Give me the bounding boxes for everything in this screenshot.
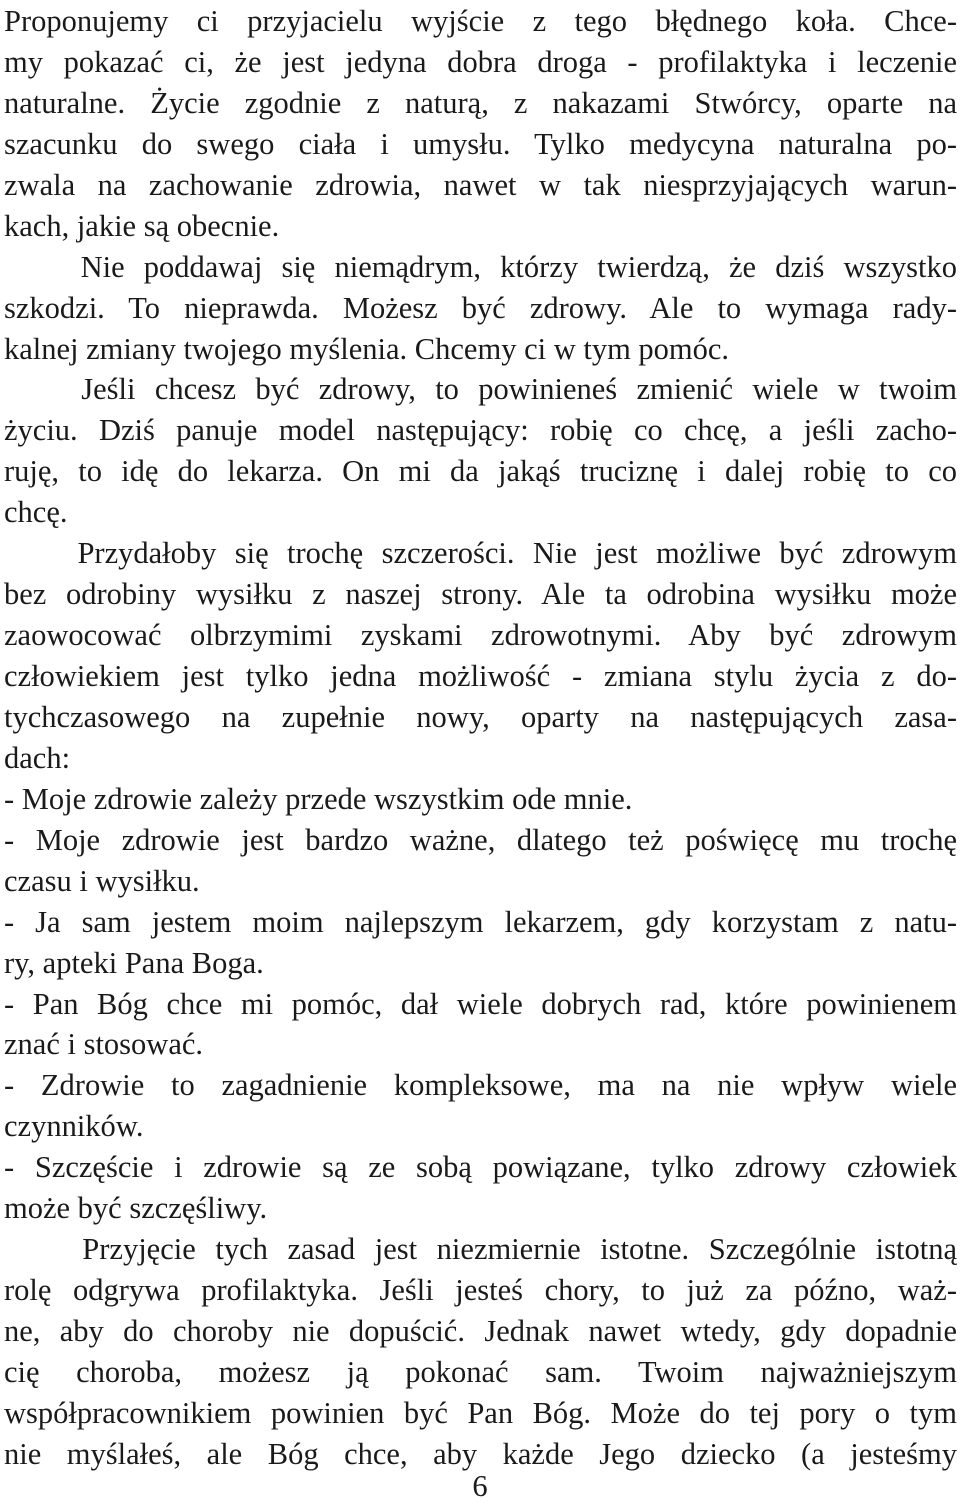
text-line: - Pan Bóg chce mi pomóc, dał wiele dobrych rad, które powinienem <box>4 986 957 1021</box>
text-line: współpracownikiem powinien być Pan Bóg. Może do tej pory o tym <box>4 1395 957 1430</box>
text-line: - Ja sam jestem moim najlepszym lekarzem, gdy korzystam z natu- <box>4 904 957 939</box>
text-line: szkodzi. To nieprawda. Możesz być zdrowy. Ale to wymaga rady- <box>4 290 957 325</box>
text-line: - Szczęście i zdrowie są ze sobą powiązane, tylko zdrowy człowiek <box>4 1150 957 1185</box>
text-line: tychczasowego na zupełnie nowy, oparty na następujących zasa- <box>4 699 957 734</box>
text-line: czasu i wysiłku. <box>4 863 200 898</box>
text-line: kalnej zmiany twojego myślenia. Chcemy ci w tym pomóc. <box>4 331 730 366</box>
text-line: - Zdrowie to zagadnienie kompleksowe, ma na nie wpływ wiele <box>4 1068 957 1103</box>
text-line: Jeśli chcesz być zdrowy, to powinieneś zmienić wiele w twoim <box>4 372 957 407</box>
text-line: szacunku do swego ciała i umysłu. Tylko medycyna naturalna po- <box>4 126 957 161</box>
text-line: ne, aby do choroby nie dopuścić. Jednak nawet wtedy, gdy dopadnie <box>4 1314 957 1348</box>
text-line: kach, jakie są obecnie. <box>4 208 280 243</box>
text-line: naturalne. Życie zgodnie z naturą, z nakazami Stwórcy, oparte na <box>4 85 957 120</box>
text-line: Proponujemy ci przyjacielu wyjście z tego błędnego koła. Chce- <box>4 4 957 38</box>
text-line: nie myślałeś, ale Bóg chce, aby każde Jego dziecko (a jesteśmy <box>4 1436 957 1471</box>
text-line: bez odrobiny wysiłku z naszej strony. Ale ta odrobina wysiłku może <box>4 577 957 612</box>
text-line: Przyjęcie tych zasad jest niezmiernie istotne. Szczególnie istotną <box>4 1232 957 1267</box>
text-line: - Moje zdrowie jest bardzo ważne, dlatego też poświęcę mu trochę <box>4 822 957 857</box>
text-line: rolę odgrywa profilaktyka. Jeśli jesteś chory, to już za późno, waż- <box>4 1273 957 1308</box>
page-number: 6 <box>472 1469 488 1503</box>
text-line: - Moje zdrowie zależy przede wszystkim ode mnie. <box>4 781 633 816</box>
text-line: zwala na zachowanie zdrowia, nawet w tak niesprzyjających warun- <box>4 167 957 202</box>
text-line: człowiekiem jest tylko jedna możliwość - zmiana stylu życia z do- <box>4 659 957 693</box>
text-line: znać i stosować. <box>4 1027 204 1062</box>
text-line: chcę. <box>4 495 68 530</box>
text-line: zaowocować olbrzymimi zyskami zdrowotnymi. Aby być zdrowym <box>4 618 957 653</box>
text-line: czynników. <box>4 1109 144 1144</box>
text-line: cię choroba, możesz ją pokonać sam. Twoim najważniejszym <box>4 1354 957 1389</box>
text-line: my pokazać ci, że jest jedyna dobra droga - profilaktyka i leczenie <box>4 44 957 79</box>
text-line: Nie poddawaj się niemądrym, którzy twierdzą, że dziś wszystko <box>4 249 957 284</box>
text-line: dach: <box>4 740 71 775</box>
body-text <box>4 1 957 1475</box>
text-line: może być szczęśliwy. <box>4 1191 268 1226</box>
text-line: ruję, to idę do lekarza. On mi da jakąś truciznę i dalej robię to co <box>4 454 957 489</box>
text-line: życiu. Dziś panuje model następujący: robię co chcę, a jeśli zacho- <box>4 413 957 448</box>
text-line: ry, apteki Pana Boga. <box>4 945 264 980</box>
text-line: Przydałoby się trochę szczerości. Nie jest możliwe być zdrowym <box>4 536 957 571</box>
